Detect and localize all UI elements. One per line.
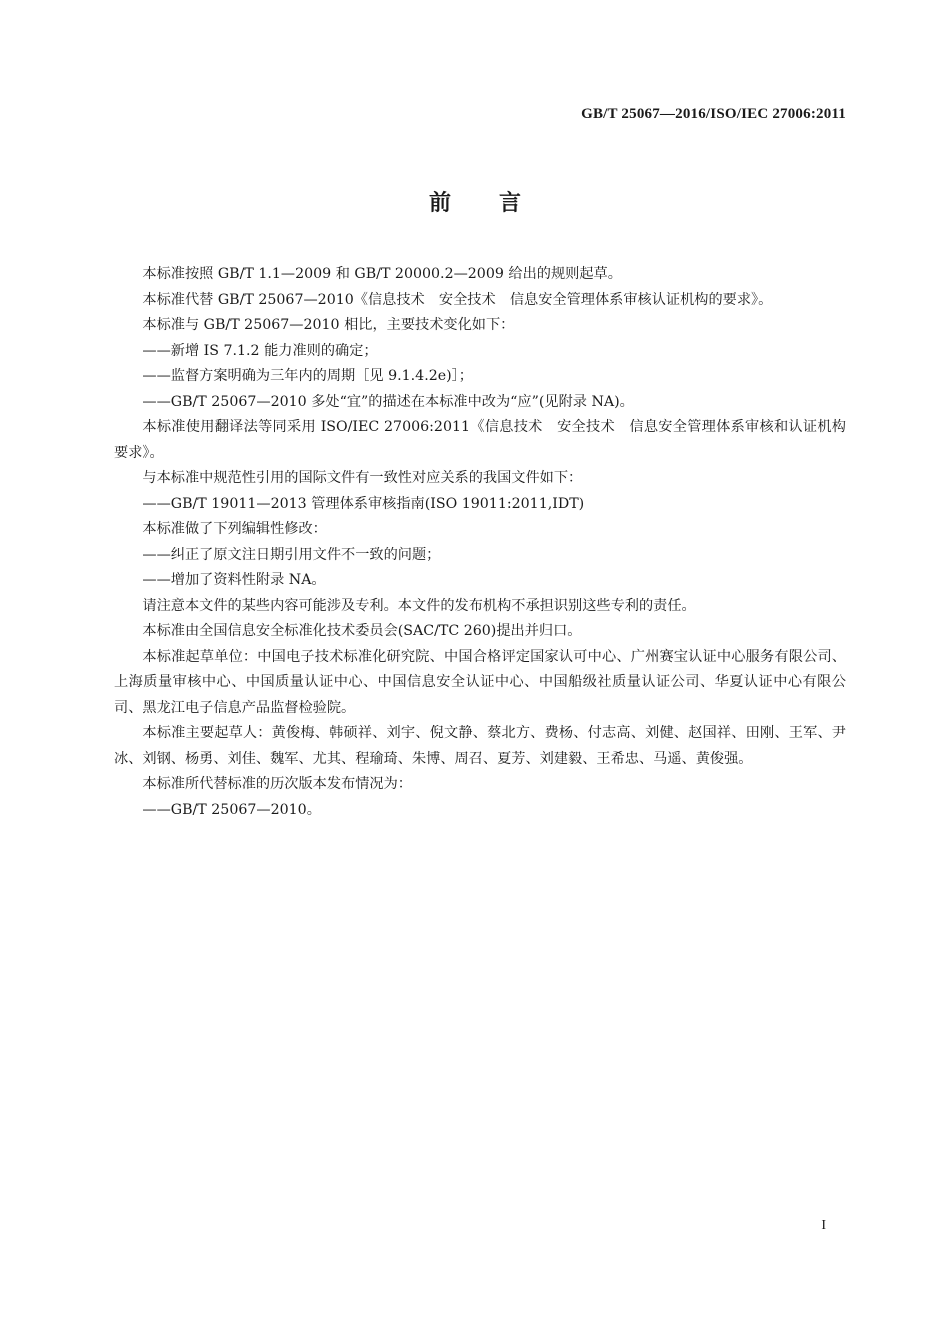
paragraph: 请注意本文件的某些内容可能涉及专利。本文件的发布机构不承担识别这些专利的责任。 bbox=[142, 597, 696, 614]
page-number: I bbox=[821, 1218, 826, 1233]
paragraph: 本标准与 GB/T 25067—2010 相比，主要技术变化如下： bbox=[142, 317, 515, 333]
foreword-body bbox=[114, 262, 846, 823]
list-item: ——纠正了原文注日期引用文件不一致的问题； bbox=[142, 546, 441, 563]
standard-code: GB/T 25067—2016/ISO/IEC 27006:2011 bbox=[581, 106, 846, 122]
paragraph: 本标准按照 GB/T 1.1—2009 和 GB/T 20000.2—2009 给出的规则起草。 bbox=[142, 266, 622, 282]
paragraph: 本标准主要起草人：黄俊梅、韩硕祥、刘宇、倪文静、蔡北方、费杨、付志高、刘健、赵国祥、田刚、王军、尹冰、刘钢、杨勇、刘佳、魏军、尤其、程瑜琦、朱博、周召、夏芳、刘建毅、王希忠、马遥、黄俊强。 bbox=[114, 725, 846, 767]
page-title: 前言 bbox=[428, 191, 569, 216]
paragraph: 本标准使用翻译法等同采用 ISO/IEC 27006:2011《信息技术 安全技术 信息安全管理体系审核和认证机构要求》。 bbox=[114, 419, 846, 461]
list-item: ——监督方案明确为三年内的周期［见 9.1.4.2e)］； bbox=[142, 368, 473, 384]
paragraph: 本标准做了下列编辑性修改： bbox=[142, 521, 327, 537]
paragraph: 与本标准中规范性引用的国际文件有一致性对应关系的我国文件如下： bbox=[142, 470, 583, 486]
paragraph: 本标准所代替标准的历次版本发布情况为： bbox=[142, 776, 412, 792]
list-item: ——GB/T 19011—2013 管理体系审核指南(ISO 19011:2011,IDT) bbox=[142, 495, 585, 512]
paragraph: 本标准代替 GB/T 25067—2010《信息技术 安全技术 信息安全管理体系审核认证机构的要求》。 bbox=[142, 291, 773, 308]
list-item: ——GB/T 25067—2010 多处“宜”的描述在本标准中改为“应”(见附录 NA)。 bbox=[142, 393, 634, 410]
list-item: ——新增 IS 7.1.2 能力准则的确定； bbox=[142, 342, 378, 359]
list-item: ——GB/T 25067—2010。 bbox=[142, 801, 321, 818]
paragraph: 本标准由全国信息安全标准化技术委员会(SAC/TC 260)提出并归口。 bbox=[142, 623, 582, 639]
paragraph: 本标准起草单位：中国电子技术标准化研究院、中国合格评定国家认可中心、广州赛宝认证中心服务有限公司、上海质量审核中心、中国质量认证中心、中国信息安全认证中心、中国船级社质量认证公司、华夏认证中心有限公司、黑龙江电子信息产品监督检验院。 bbox=[114, 648, 846, 716]
list-item: ——增加了资料性附录 NA。 bbox=[142, 572, 326, 588]
